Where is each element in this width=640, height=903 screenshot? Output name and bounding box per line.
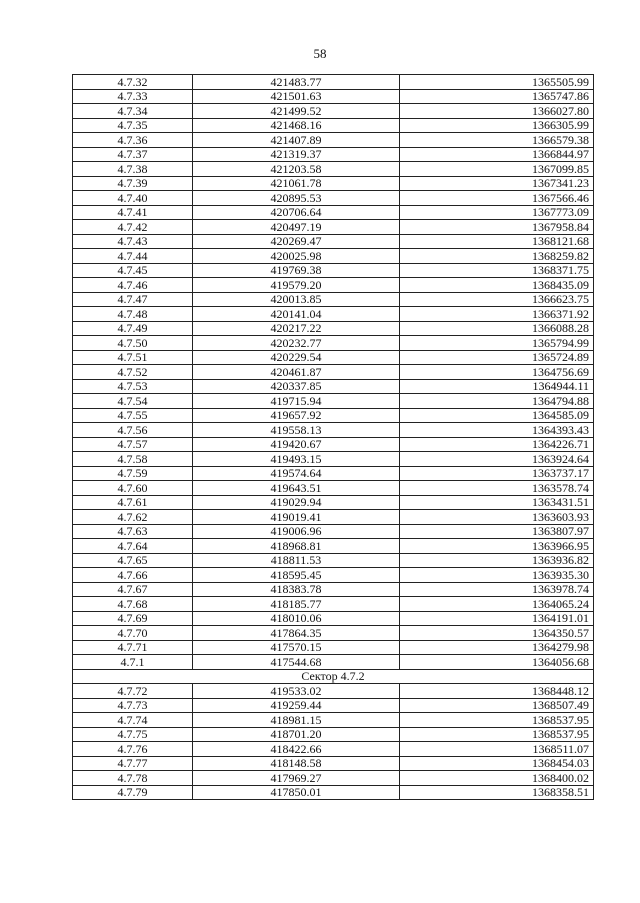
table-row	[73, 771, 594, 786]
y-coordinate-cell: 1363603.93	[400, 510, 594, 525]
y-coordinate-cell: 1363935.30	[400, 568, 594, 583]
point-id-cell: 4.7.33	[73, 89, 193, 104]
y-coordinate-cell: 1364585.09	[400, 408, 594, 423]
x-coordinate-cell: 421501.63	[193, 89, 400, 104]
table-row	[73, 756, 594, 771]
y-coordinate-cell: 1368454.03	[400, 756, 594, 771]
y-coordinate-cell: 1363807.97	[400, 524, 594, 539]
x-coordinate-cell: 420461.87	[193, 365, 400, 380]
point-id-cell: 4.7.47	[73, 292, 193, 307]
table-row	[73, 423, 594, 438]
x-coordinate-cell: 419493.15	[193, 452, 400, 467]
x-coordinate-cell: 418595.45	[193, 568, 400, 583]
x-coordinate-cell: 420337.85	[193, 379, 400, 394]
x-coordinate-cell: 421468.16	[193, 118, 400, 133]
point-id-cell: 4.7.50	[73, 336, 193, 351]
table-row	[73, 292, 594, 307]
table-row	[73, 162, 594, 177]
point-id-cell: 4.7.48	[73, 307, 193, 322]
point-id-cell: 4.7.77	[73, 756, 193, 771]
table-row	[73, 510, 594, 525]
x-coordinate-cell: 418422.66	[193, 742, 400, 757]
y-coordinate-cell: 1365505.99	[400, 75, 594, 90]
x-coordinate-cell: 420269.47	[193, 234, 400, 249]
y-coordinate-cell: 1363578.74	[400, 481, 594, 496]
y-coordinate-cell: 1367566.46	[400, 191, 594, 206]
table-row	[73, 379, 594, 394]
point-id-cell: 4.7.43	[73, 234, 193, 249]
y-coordinate-cell: 1363924.64	[400, 452, 594, 467]
table-row	[73, 75, 594, 90]
point-id-cell: 4.7.73	[73, 698, 193, 713]
y-coordinate-cell: 1367958.84	[400, 220, 594, 235]
x-coordinate-cell: 419657.92	[193, 408, 400, 423]
table-row	[73, 640, 594, 655]
x-coordinate-cell: 419769.38	[193, 263, 400, 278]
x-coordinate-cell: 417850.01	[193, 785, 400, 800]
point-id-cell: 4.7.69	[73, 611, 193, 626]
table-row	[73, 278, 594, 293]
point-id-cell: 4.7.41	[73, 205, 193, 220]
point-id-cell: 4.7.65	[73, 553, 193, 568]
x-coordinate-cell: 420706.64	[193, 205, 400, 220]
y-coordinate-cell: 1364756.69	[400, 365, 594, 380]
x-coordinate-cell: 421407.89	[193, 133, 400, 148]
x-coordinate-cell: 421203.58	[193, 162, 400, 177]
y-coordinate-cell: 1366088.28	[400, 321, 594, 336]
y-coordinate-cell: 1366844.97	[400, 147, 594, 162]
y-coordinate-cell: 1366305.99	[400, 118, 594, 133]
point-id-cell: 4.7.38	[73, 162, 193, 177]
point-id-cell: 4.7.42	[73, 220, 193, 235]
point-id-cell: 4.7.68	[73, 597, 193, 612]
y-coordinate-cell: 1368400.02	[400, 771, 594, 786]
x-coordinate-cell: 419558.13	[193, 423, 400, 438]
point-id-cell: 4.7.40	[73, 191, 193, 206]
x-coordinate-cell: 418383.78	[193, 582, 400, 597]
point-id-cell: 4.7.62	[73, 510, 193, 525]
point-id-cell: 4.7.34	[73, 104, 193, 119]
y-coordinate-cell: 1364393.43	[400, 423, 594, 438]
point-id-cell: 4.7.35	[73, 118, 193, 133]
y-coordinate-cell: 1367099.85	[400, 162, 594, 177]
sector-heading-row	[73, 669, 594, 684]
table-row	[73, 263, 594, 278]
y-coordinate-cell: 1368537.95	[400, 727, 594, 742]
y-coordinate-cell: 1366579.38	[400, 133, 594, 148]
table-row	[73, 437, 594, 452]
coordinates-table	[72, 74, 594, 800]
table-row	[73, 365, 594, 380]
x-coordinate-cell: 419019.41	[193, 510, 400, 525]
y-coordinate-cell: 1364056.68	[400, 655, 594, 670]
x-coordinate-cell: 419006.96	[193, 524, 400, 539]
table-row	[73, 205, 594, 220]
table-row	[73, 713, 594, 728]
table-row	[73, 481, 594, 496]
point-id-cell: 4.7.56	[73, 423, 193, 438]
point-id-cell: 4.7.70	[73, 626, 193, 641]
point-id-cell: 4.7.53	[73, 379, 193, 394]
x-coordinate-cell: 420229.54	[193, 350, 400, 365]
y-coordinate-cell: 1368511.07	[400, 742, 594, 757]
y-coordinate-cell: 1363737.17	[400, 466, 594, 481]
y-coordinate-cell: 1368435.09	[400, 278, 594, 293]
x-coordinate-cell: 418701.20	[193, 727, 400, 742]
x-coordinate-cell: 417864.35	[193, 626, 400, 641]
table-row	[73, 597, 594, 612]
x-coordinate-cell: 417570.15	[193, 640, 400, 655]
x-coordinate-cell: 419420.67	[193, 437, 400, 452]
x-coordinate-cell: 421061.78	[193, 176, 400, 191]
point-id-cell: 4.7.37	[73, 147, 193, 162]
point-id-cell: 4.7.67	[73, 582, 193, 597]
table-row	[73, 89, 594, 104]
x-coordinate-cell: 421319.37	[193, 147, 400, 162]
table-row	[73, 176, 594, 191]
point-id-cell: 4.7.55	[73, 408, 193, 423]
x-coordinate-cell: 418010.06	[193, 611, 400, 626]
y-coordinate-cell: 1364065.24	[400, 597, 594, 612]
y-coordinate-cell: 1364279.98	[400, 640, 594, 655]
x-coordinate-cell: 420025.98	[193, 249, 400, 264]
point-id-cell: 4.7.63	[73, 524, 193, 539]
table-row	[73, 133, 594, 148]
y-coordinate-cell: 1365724.89	[400, 350, 594, 365]
table-row	[73, 553, 594, 568]
point-id-cell: 4.7.46	[73, 278, 193, 293]
point-id-cell: 4.7.76	[73, 742, 193, 757]
table-row	[73, 452, 594, 467]
x-coordinate-cell: 421499.52	[193, 104, 400, 119]
y-coordinate-cell: 1366371.92	[400, 307, 594, 322]
table-row	[73, 118, 594, 133]
y-coordinate-cell: 1368507.49	[400, 698, 594, 713]
table-row	[73, 104, 594, 119]
x-coordinate-cell: 417544.68	[193, 655, 400, 670]
x-coordinate-cell: 418185.77	[193, 597, 400, 612]
table-row	[73, 394, 594, 409]
y-coordinate-cell: 1366027.80	[400, 104, 594, 119]
y-coordinate-cell: 1368121.68	[400, 234, 594, 249]
point-id-cell: 4.7.79	[73, 785, 193, 800]
y-coordinate-cell: 1363978.74	[400, 582, 594, 597]
table-row	[73, 539, 594, 554]
x-coordinate-cell: 421483.77	[193, 75, 400, 90]
y-coordinate-cell: 1363966.95	[400, 539, 594, 554]
x-coordinate-cell: 418981.15	[193, 713, 400, 728]
y-coordinate-cell: 1365747.86	[400, 89, 594, 104]
y-coordinate-cell: 1368448.12	[400, 684, 594, 699]
y-coordinate-cell: 1368259.82	[400, 249, 594, 264]
x-coordinate-cell: 419579.20	[193, 278, 400, 293]
y-coordinate-cell: 1368371.75	[400, 263, 594, 278]
point-id-cell: 4.7.72	[73, 684, 193, 699]
point-id-cell: 4.7.54	[73, 394, 193, 409]
point-id-cell: 4.7.44	[73, 249, 193, 264]
x-coordinate-cell: 420232.77	[193, 336, 400, 351]
table-row	[73, 611, 594, 626]
table-row	[73, 727, 594, 742]
point-id-cell: 4.7.75	[73, 727, 193, 742]
y-coordinate-cell: 1364191.01	[400, 611, 594, 626]
point-id-cell: 4.7.58	[73, 452, 193, 467]
table-row	[73, 249, 594, 264]
point-id-cell: 4.7.74	[73, 713, 193, 728]
table-row	[73, 234, 594, 249]
point-id-cell: 4.7.49	[73, 321, 193, 336]
y-coordinate-cell: 1363936.82	[400, 553, 594, 568]
x-coordinate-cell: 420497.19	[193, 220, 400, 235]
point-id-cell: 4.7.61	[73, 495, 193, 510]
point-id-cell: 4.7.36	[73, 133, 193, 148]
y-coordinate-cell: 1367341.23	[400, 176, 594, 191]
point-id-cell: 4.7.32	[73, 75, 193, 90]
point-id-cell: 4.7.78	[73, 771, 193, 786]
table-row	[73, 466, 594, 481]
table-row	[73, 742, 594, 757]
point-id-cell: 4.7.64	[73, 539, 193, 554]
x-coordinate-cell: 419029.94	[193, 495, 400, 510]
y-coordinate-cell: 1364944.11	[400, 379, 594, 394]
y-coordinate-cell: 1368537.95	[400, 713, 594, 728]
x-coordinate-cell: 419259.44	[193, 698, 400, 713]
point-id-cell: 4.7.57	[73, 437, 193, 452]
y-coordinate-cell: 1365794.99	[400, 336, 594, 351]
table-row	[73, 582, 594, 597]
y-coordinate-cell: 1366623.75	[400, 292, 594, 307]
point-id-cell: 4.7.52	[73, 365, 193, 380]
table-row	[73, 495, 594, 510]
table-row	[73, 698, 594, 713]
x-coordinate-cell: 420141.04	[193, 307, 400, 322]
table-row	[73, 321, 594, 336]
table-row	[73, 568, 594, 583]
x-coordinate-cell: 419643.51	[193, 481, 400, 496]
x-coordinate-cell: 418811.53	[193, 553, 400, 568]
y-coordinate-cell: 1364226.71	[400, 437, 594, 452]
table-row	[73, 147, 594, 162]
table-row	[73, 785, 594, 800]
x-coordinate-cell: 419715.94	[193, 394, 400, 409]
page-number: 58	[313, 46, 327, 61]
table-row	[73, 655, 594, 670]
x-coordinate-cell: 419533.02	[193, 684, 400, 699]
y-coordinate-cell: 1368358.51	[400, 785, 594, 800]
table-row	[73, 524, 594, 539]
y-coordinate-cell: 1364794.88	[400, 394, 594, 409]
point-id-cell: 4.7.66	[73, 568, 193, 583]
sector-heading: Сектор 4.7.2	[73, 669, 594, 684]
table-row	[73, 626, 594, 641]
y-coordinate-cell: 1367773.09	[400, 205, 594, 220]
x-coordinate-cell: 420895.53	[193, 191, 400, 206]
point-id-cell: 4.7.45	[73, 263, 193, 278]
x-coordinate-cell: 420217.22	[193, 321, 400, 336]
table-row	[73, 220, 594, 235]
x-coordinate-cell: 417969.27	[193, 771, 400, 786]
table-row	[73, 307, 594, 322]
point-id-cell: 4.7.59	[73, 466, 193, 481]
y-coordinate-cell: 1363431.51	[400, 495, 594, 510]
table-row	[73, 191, 594, 206]
x-coordinate-cell: 418148.58	[193, 756, 400, 771]
coordinates-table-body	[73, 75, 594, 800]
x-coordinate-cell: 420013.85	[193, 292, 400, 307]
point-id-cell: 4.7.51	[73, 350, 193, 365]
point-id-cell: 4.7.1	[73, 655, 193, 670]
point-id-cell: 4.7.71	[73, 640, 193, 655]
table-row	[73, 408, 594, 423]
x-coordinate-cell: 418968.81	[193, 539, 400, 554]
table-row	[73, 336, 594, 351]
point-id-cell: 4.7.39	[73, 176, 193, 191]
table-row	[73, 350, 594, 365]
point-id-cell: 4.7.60	[73, 481, 193, 496]
x-coordinate-cell: 419574.64	[193, 466, 400, 481]
table-row	[73, 684, 594, 699]
y-coordinate-cell: 1364350.57	[400, 626, 594, 641]
